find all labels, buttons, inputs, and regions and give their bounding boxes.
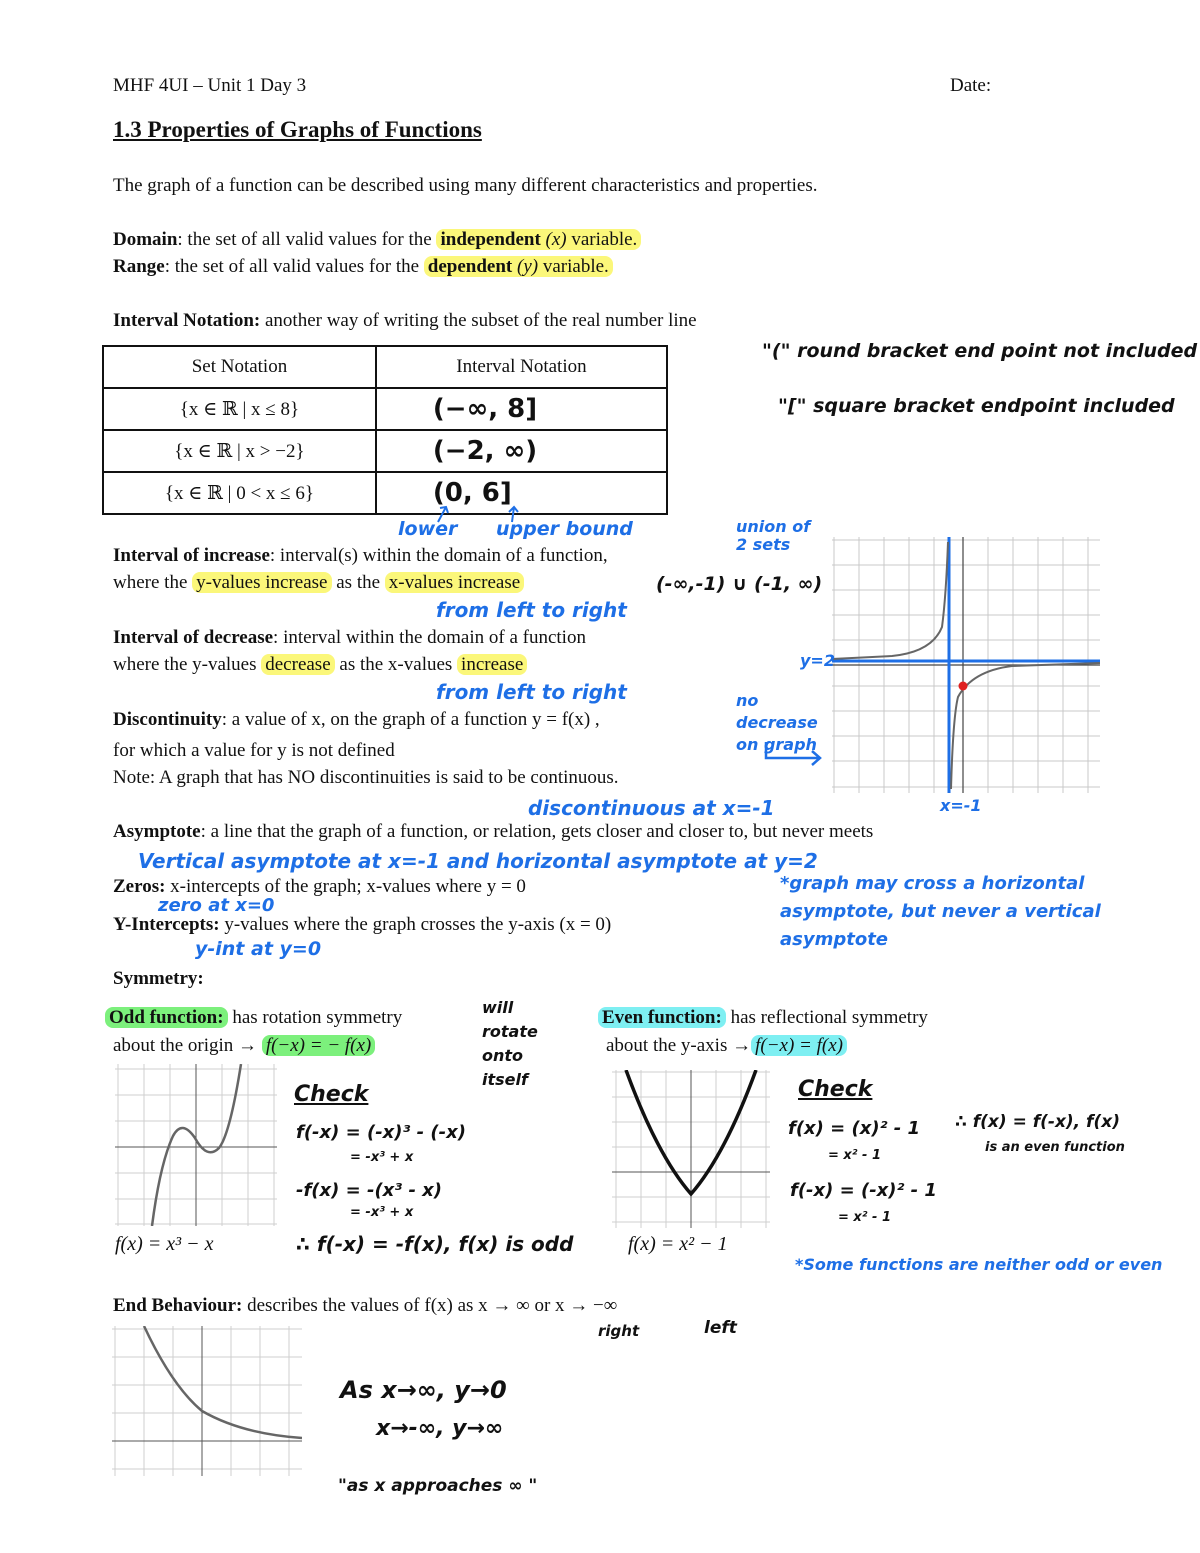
discontinuity-line1: : a value of x, on the graph of a function y = f(x) , bbox=[221, 709, 600, 730]
discontinuity-definition bbox=[113, 708, 600, 732]
yint-term: Y-Intercepts: bbox=[113, 914, 220, 935]
notation-table bbox=[102, 345, 668, 515]
table-row bbox=[103, 472, 667, 514]
decrease-highlight-2: increase bbox=[457, 654, 527, 675]
range-var: (y) bbox=[517, 256, 539, 277]
increase-term: Interval of increase bbox=[113, 545, 270, 566]
asymptote-note: Vertical asymptote at x=-1 and horizontal asymptote at y=2 bbox=[138, 849, 818, 873]
even-check-line: f(-x) = (-x)² - 1 bbox=[790, 1180, 937, 1201]
asymptote-definition bbox=[113, 820, 873, 844]
odd-line2 bbox=[113, 1034, 375, 1058]
from-left-note-1: from left to right bbox=[436, 598, 627, 622]
table-row bbox=[103, 430, 667, 472]
domain-definition bbox=[113, 228, 641, 252]
even-conclusion: ∴ f(x) = f(-x), f(x) bbox=[955, 1112, 1120, 1132]
domain-hl-word: independent bbox=[440, 229, 541, 250]
range-text: : the set of all valid values for the bbox=[164, 256, 424, 277]
no-decrease-arrow bbox=[760, 740, 830, 770]
range-term: Range bbox=[113, 256, 165, 277]
table-header: Interval Notation bbox=[376, 346, 667, 388]
interval-notation-cell: (0, 6] bbox=[376, 472, 667, 514]
zeros-desc: x-intercepts of the graph; x-values where y = 0 bbox=[165, 876, 526, 897]
discontinuity-line2: for which a value for y is not defined bbox=[113, 740, 395, 761]
no-decrease-note: no decrease on graph bbox=[736, 691, 818, 754]
decrease-term: Interval of decrease bbox=[113, 627, 274, 648]
domain-highlight bbox=[436, 229, 641, 250]
set-notation-cell: {x ∈ ℝ | x > −2} bbox=[103, 430, 376, 472]
odd-conclusion: ∴ f(-x) = -f(x), f(x) is odd bbox=[296, 1232, 574, 1256]
decrease-text: where the y-values bbox=[113, 654, 262, 675]
even-function-graph bbox=[612, 1070, 770, 1228]
x-eq-label: x=-1 bbox=[940, 796, 982, 815]
table-header-row bbox=[103, 346, 667, 388]
increase-highlight-2: x-values increase bbox=[385, 572, 524, 593]
yint-note: y-int at y=0 bbox=[195, 938, 322, 960]
even-definition bbox=[598, 1006, 928, 1030]
yint-desc: y-values where the graph crosses the y-axis (x = 0) bbox=[219, 914, 612, 935]
odd-check-line: = -x³ + x bbox=[350, 1150, 414, 1165]
even-desc: has reflectional symmetry bbox=[725, 1007, 928, 1028]
union-interval: (-∞,-1) ∪ (-1, ∞) bbox=[656, 573, 823, 595]
odd-function-graph bbox=[115, 1064, 277, 1226]
discontinuity-note: Note: A graph that has NO discontinuities is said to be continuous. bbox=[113, 767, 619, 788]
increase-text-b: as the bbox=[331, 572, 385, 593]
zero-note: zero at x=0 bbox=[158, 895, 275, 916]
range-highlight bbox=[424, 256, 613, 277]
odd-check-line: -f(x) = -(x³ - x) bbox=[296, 1180, 443, 1201]
end-behaviour-desc: describes the values of f(x) as x → ∞ or x → −∞ bbox=[242, 1295, 618, 1316]
as-note-2: x→-∞, y→∞ bbox=[376, 1416, 504, 1441]
increase-text: where the bbox=[113, 572, 193, 593]
decrease-line2 bbox=[113, 653, 527, 677]
even-line2-text: about the y-axis → bbox=[606, 1035, 752, 1056]
symmetry-heading: Symmetry: bbox=[113, 968, 204, 989]
increase-highlight: y-values increase bbox=[192, 572, 331, 593]
even-check-line: f(x) = (x)² - 1 bbox=[788, 1118, 920, 1139]
interval-notation-term: Interval Notation: bbox=[113, 310, 261, 331]
end-behaviour-definition bbox=[113, 1294, 617, 1318]
decrease-definition bbox=[113, 626, 586, 650]
y2-label: y=2 bbox=[800, 651, 835, 670]
from-left-note-2: from left to right bbox=[436, 680, 627, 704]
union-note: union of 2 sets bbox=[736, 517, 811, 554]
rotate-note: will rotate onto itself bbox=[482, 998, 538, 1089]
end-behaviour-graph bbox=[112, 1326, 302, 1476]
interval-notation-desc: another way of writing the subset of the real number line bbox=[260, 310, 697, 331]
zeros-term: Zeros: bbox=[113, 876, 166, 897]
interval-notation-definition bbox=[113, 309, 697, 333]
course-header: MHF 4UI – Unit 1 Day 3 bbox=[113, 75, 307, 96]
odd-line2-text: about the origin → bbox=[113, 1035, 262, 1056]
approach-note: "as x approaches ∞ " bbox=[338, 1476, 538, 1496]
increase-definition bbox=[113, 544, 608, 568]
odd-formula: f(−x) = − f(x) bbox=[262, 1035, 375, 1056]
range-post: variable. bbox=[538, 256, 609, 277]
discontinuous-note: discontinuous at x=-1 bbox=[528, 796, 775, 820]
odd-desc: has rotation symmetry bbox=[227, 1007, 403, 1028]
asymptote-term: Asymptote bbox=[113, 821, 201, 842]
decrease-highlight: decrease bbox=[261, 654, 334, 675]
set-notation-cell: {x ∈ ℝ | 0 < x ≤ 6} bbox=[103, 472, 376, 514]
upper-bound-note: upper bound bbox=[496, 518, 633, 540]
domain-term: Domain bbox=[113, 229, 178, 250]
domain-post: variable. bbox=[566, 229, 638, 250]
intro-text: The graph of a function can be described using many different characteristics and properties. bbox=[113, 175, 818, 196]
interval-notation-cell: (−∞, 8] bbox=[376, 388, 667, 430]
odd-check-title: Check bbox=[294, 1082, 369, 1107]
even-check-line: = x² - 1 bbox=[838, 1210, 891, 1225]
right-label: right bbox=[598, 1322, 640, 1340]
table-row bbox=[103, 388, 667, 430]
end-behaviour-term: End Behaviour: bbox=[113, 1295, 243, 1316]
table-header: Set Notation bbox=[103, 346, 376, 388]
even-term: Even function: bbox=[598, 1007, 726, 1028]
even-formula: f(−x) = f(x) bbox=[751, 1035, 847, 1056]
date-label: Date: bbox=[950, 75, 992, 96]
range-definition bbox=[113, 255, 613, 279]
round-bracket-note: "(" round bracket end point not included bbox=[762, 340, 1198, 362]
domain-text: : the set of all valid values for the bbox=[177, 229, 437, 250]
even-conclusion-2: is an even function bbox=[985, 1140, 1125, 1155]
decrease-text-b: as the x-values bbox=[334, 654, 458, 675]
even-check-line: = x² - 1 bbox=[828, 1148, 881, 1163]
set-notation-cell: {x ∈ ℝ | x ≤ 8} bbox=[103, 388, 376, 430]
decrease-line1: : interval within the domain of a function bbox=[273, 627, 586, 648]
odd-check-line: f(-x) = (-x)³ - (-x) bbox=[296, 1122, 466, 1143]
yint-definition bbox=[113, 913, 611, 937]
asymptote-desc: : a line that the graph of a function, or relation, gets closer and closer to, but never meets bbox=[200, 821, 874, 842]
square-bracket-note: "[" square bracket endpoint included bbox=[778, 395, 1175, 417]
cross-note: *graph may cross a horizontal asymptote, but never a vertical asymptote bbox=[780, 873, 1101, 950]
rational-function-graph bbox=[832, 537, 1100, 793]
interval-notation-cell: (−2, ∞) bbox=[376, 430, 667, 472]
left-label: left bbox=[704, 1318, 737, 1338]
lower-bound-note: lower bbox=[398, 518, 458, 540]
odd-check-line: = -x³ + x bbox=[350, 1205, 414, 1220]
odd-definition bbox=[105, 1006, 402, 1030]
page-title: 1.3 Properties of Graphs of Functions bbox=[113, 117, 482, 142]
range-hl-word: dependent bbox=[427, 256, 513, 277]
odd-term: Odd function: bbox=[105, 1007, 228, 1028]
neither-note: *Some functions are neither odd or even bbox=[795, 1255, 1163, 1274]
even-line2 bbox=[606, 1034, 847, 1058]
even-check-title: Check bbox=[798, 1077, 873, 1102]
increase-line1: : interval(s) within the domain of a function, bbox=[269, 545, 608, 566]
increase-line2 bbox=[113, 571, 524, 595]
even-equation: f(x) = x² − 1 bbox=[628, 1233, 728, 1255]
bound-arrows bbox=[400, 504, 540, 524]
odd-equation: f(x) = x³ − x bbox=[115, 1233, 214, 1255]
as-note-1: As x→∞, y→0 bbox=[340, 1376, 507, 1404]
discontinuity-term: Discontinuity bbox=[113, 709, 222, 730]
domain-var: (x) bbox=[545, 229, 567, 250]
